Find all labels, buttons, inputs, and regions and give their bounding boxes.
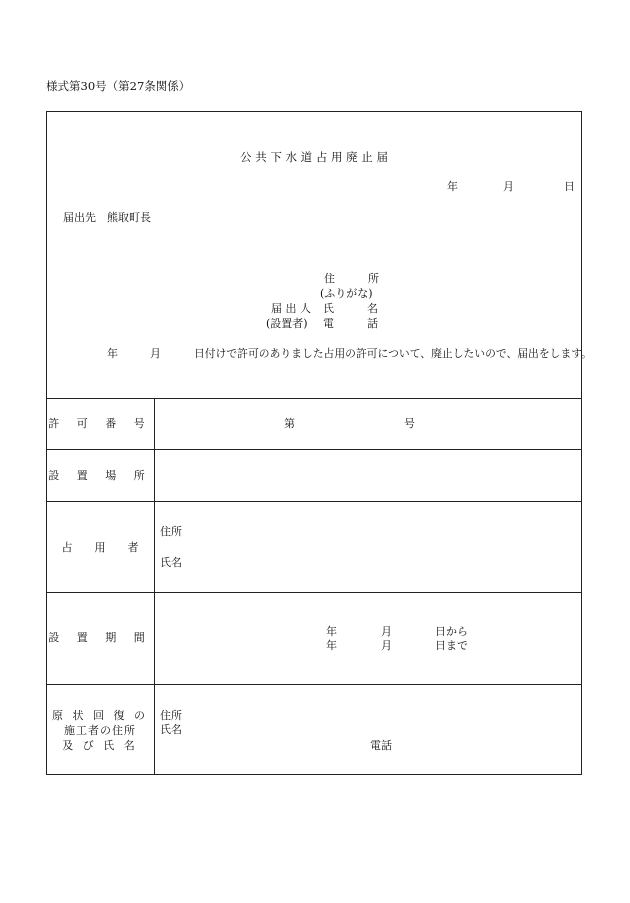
restorer-label-line-1: 原 状 回 復 の xyxy=(52,709,148,722)
date-year: 年 xyxy=(447,180,458,193)
row-divider xyxy=(46,449,582,450)
statement-month: 月 xyxy=(150,347,161,360)
date-month: 月 xyxy=(503,180,514,193)
applicant-phone-label: 電 話 xyxy=(323,317,378,330)
statement-year: 年 xyxy=(107,347,118,360)
period-from-year: 年 xyxy=(326,625,337,638)
restorer-address-label: 住所 xyxy=(160,709,182,722)
restorer-phone-label: 電話 xyxy=(370,739,392,752)
column-divider xyxy=(154,398,155,775)
form-title: 公 共 下 水 道 占 用 廃 止 届 xyxy=(240,150,388,164)
recipient: 届出先 熊取町長 xyxy=(63,211,151,224)
period-to-year: 年 xyxy=(326,639,337,652)
occupant-address-label: 住所 xyxy=(160,525,182,538)
applicant-role-sub-label: (設置者) xyxy=(266,317,308,330)
restorer-name-label: 氏名 xyxy=(160,723,182,736)
restorer-label-line-2: 施工者の住所 xyxy=(64,724,136,737)
period-from-month: 月 xyxy=(381,625,392,638)
occupant-label: 占 用 者 xyxy=(61,541,139,554)
occupant-name-label: 氏名 xyxy=(160,556,182,569)
period-to-day: 日まで xyxy=(435,639,468,652)
period-from-day: 日から xyxy=(435,625,468,638)
row-divider xyxy=(46,501,582,502)
permit-number-suffix: 号 xyxy=(404,417,415,430)
date-day: 日 xyxy=(564,180,575,193)
permit-number-label: 許 可 番 号 xyxy=(48,417,152,430)
permit-number-prefix: 第 xyxy=(284,417,295,430)
applicant-furigana-label: (ふりがな) xyxy=(320,287,373,300)
row-divider xyxy=(46,398,582,399)
row-divider xyxy=(46,684,582,685)
applicant-name-label: 氏 名 xyxy=(323,302,378,315)
restorer-label-line-3: 及 び 氏 名 xyxy=(62,739,138,752)
applicant-role-label: 届 出 人 xyxy=(271,302,311,315)
statement-body: 日付けで許可のありました占用の許可について、廃止したいので、届出をします。 xyxy=(194,347,592,360)
period-label: 設 置 期 間 xyxy=(48,631,152,644)
period-to-month: 月 xyxy=(381,639,392,652)
location-label: 設 置 場 所 xyxy=(48,469,152,482)
form-number: 様式第30号（第27条関係） xyxy=(46,79,191,93)
row-divider xyxy=(46,592,582,593)
applicant-address-label: 住 所 xyxy=(324,272,379,285)
